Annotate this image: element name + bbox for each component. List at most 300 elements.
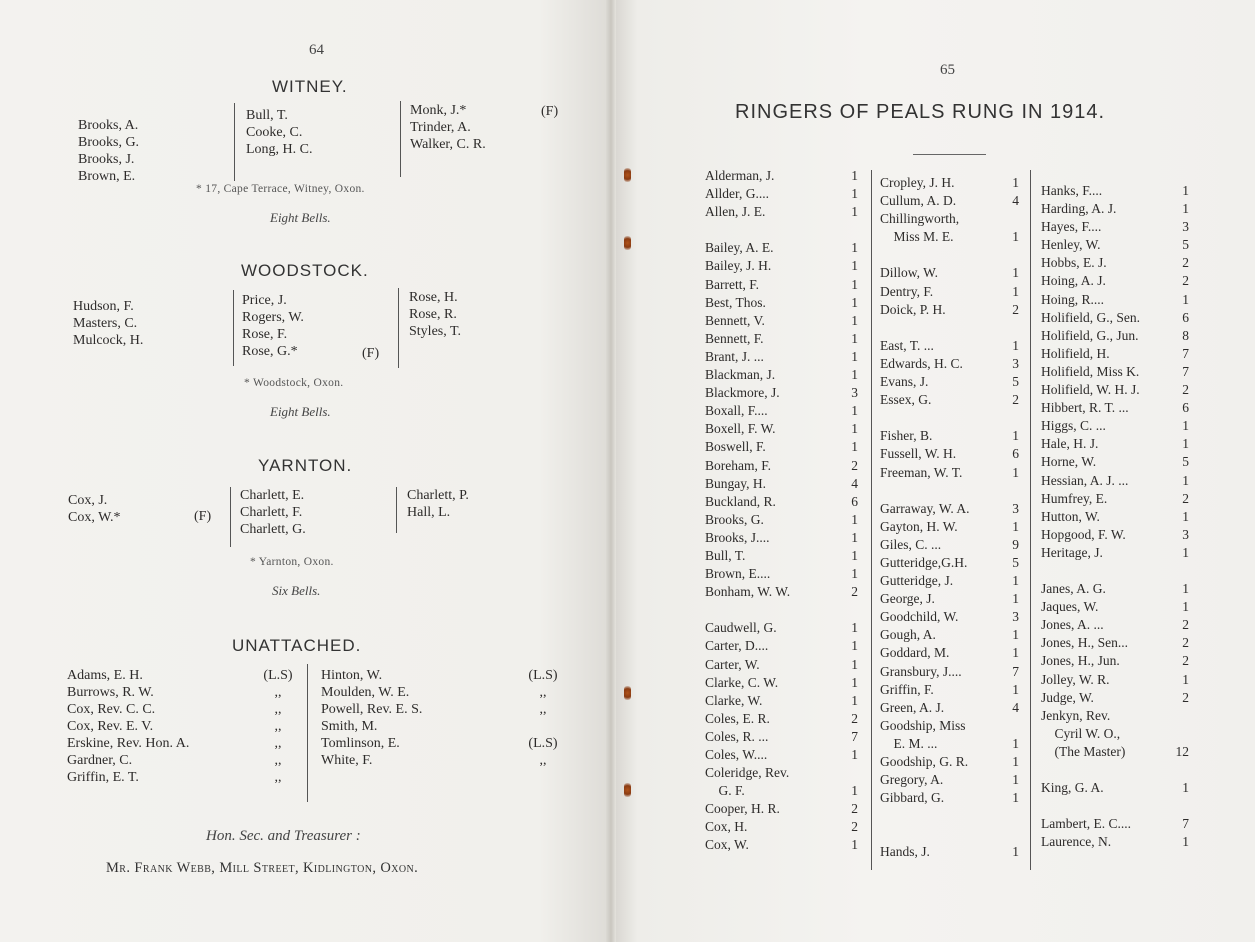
peal-count: 1 [1012, 518, 1019, 534]
yarnton-col1 [68, 492, 121, 526]
ringer-entry [1041, 761, 1189, 779]
peal-count: 1 [1012, 790, 1019, 806]
ringer-entry [1041, 797, 1189, 815]
peal-count: 1 [1012, 573, 1019, 589]
ringer-name: Cox, Rev. C. C. [67, 702, 156, 717]
ringer-name: Garraway, W. A. [880, 500, 970, 516]
ringer-name: Hudson, F. [73, 299, 134, 314]
ringer-name: Powell, Rev. E. S. [321, 702, 423, 717]
ringer-entry [880, 192, 1019, 210]
ringer-entry [1041, 725, 1189, 743]
ringer-entry [880, 807, 1019, 825]
ringer-entry [1041, 743, 1189, 761]
peal-count: 6 [1012, 446, 1019, 462]
peal-count: 1 [1182, 671, 1189, 687]
ringer-name: Hoing, R.... [1041, 291, 1105, 307]
ringer-name: Goddard, M. [880, 645, 950, 661]
ringer-name: E. M. ... [880, 735, 938, 751]
ringer-name: Janes, A. G. [1041, 581, 1106, 597]
ringer-name: Hutton, W. [1041, 508, 1100, 524]
ringer-name: Freeman, W. T. [880, 464, 963, 480]
ringer-name: Jolley, W. R. [1041, 671, 1110, 687]
woodstock-note: * Woodstock, Oxon. [244, 377, 344, 389]
peal-count: 1 [1012, 681, 1019, 697]
ringer-name: Holifield, W. H. J. [1041, 382, 1140, 398]
peal-count: 1 [851, 330, 858, 346]
peal-count: 1 [1012, 175, 1019, 190]
ringer-name: Buckland, R. [705, 493, 776, 509]
staple-rust-mark [624, 236, 631, 250]
peal-count: 1 [1182, 472, 1189, 488]
peal-count: 7 [1182, 345, 1189, 361]
peal-count: 7 [1182, 816, 1189, 832]
peal-count: 7 [851, 728, 858, 744]
ringer-entry [880, 536, 1019, 554]
ringer-tag: ,, [274, 736, 282, 751]
peal-count: 5 [1182, 237, 1189, 253]
ringer-name: Heritage, J. [1041, 544, 1103, 560]
ringer-entry [880, 264, 1019, 282]
ringer-entry [705, 818, 858, 836]
ringer-name: Brooks, G. [705, 511, 764, 527]
unattached-left-names [67, 666, 189, 785]
ringer-entry [1041, 417, 1189, 435]
ringer-name: Brooks, J. [78, 152, 135, 167]
peal-count: 7 [1182, 363, 1189, 379]
ringer-entry [1041, 526, 1189, 544]
ringer-entry [880, 735, 1019, 753]
ringer-entry [705, 257, 858, 275]
witney-col1 [78, 117, 139, 185]
ringer-entry [1041, 707, 1189, 725]
ringer-name: Gayton, H. W. [880, 518, 958, 534]
ringer-name: Carter, D.... [705, 638, 769, 654]
ringer-name: Brooks, J.... [705, 529, 770, 545]
ringer-name: Bonham, W. W. [705, 584, 791, 600]
ringer-name: Smith, M. [321, 719, 378, 734]
ringer-name: Brown, E. [78, 169, 136, 184]
ringer-entry [1041, 562, 1189, 580]
ringer-name: King, G. A. [1041, 780, 1104, 796]
ringer-entry [880, 301, 1019, 319]
peal-count: 3 [1012, 500, 1019, 516]
ringer-name: Bull, T. [705, 547, 746, 563]
peal-count: 3 [851, 385, 858, 401]
peal-count: 1 [851, 638, 858, 654]
witney-col2 [246, 107, 313, 158]
ringer-name: Charlett, P. [407, 488, 469, 503]
ringer-entry [705, 565, 858, 583]
ringer-name: Erskine, Rev. Hon. A. [67, 736, 190, 751]
witney-flag: (F) [541, 104, 559, 119]
ringer-name: Higgs, C. ... [1041, 418, 1106, 434]
ringer-entry [705, 239, 858, 257]
column-divider [230, 487, 231, 547]
peal-count: 1 [1182, 780, 1189, 796]
page-number-right: 65 [940, 62, 955, 78]
ringer-entry [1041, 490, 1189, 508]
ringer-entry [705, 348, 858, 366]
ringer-name: Tomlinson, E. [321, 736, 400, 751]
peal-count: 2 [1182, 273, 1189, 289]
ringer-entry [705, 203, 858, 221]
ringer-entry [880, 663, 1019, 681]
peal-count: 2 [851, 710, 858, 726]
ringer-name: Gutteridge,G.H. [880, 554, 968, 570]
peal-count: 5 [1012, 554, 1019, 570]
peal-count: 2 [1182, 653, 1189, 669]
ringer-entry [1041, 236, 1189, 254]
ringer-entry [705, 692, 858, 710]
peal-count: 2 [1182, 635, 1189, 651]
ringer-tag: (L.S) [528, 668, 558, 683]
ringer-name: Jaques, W. [1041, 599, 1099, 615]
ringer-entry [880, 464, 1019, 482]
ringer-name: Gregory, A. [880, 772, 944, 788]
column-divider [871, 170, 872, 870]
ringer-name: Fussell, W. H. [880, 446, 957, 462]
ringer-name: Hibbert, R. T. ... [1041, 400, 1129, 416]
ringer-entry [880, 626, 1019, 644]
peal-count: 7 [1012, 663, 1019, 679]
ringer-name: Bull, T. [246, 108, 288, 123]
ringer-name: Holifield, G., Sen. [1041, 309, 1140, 325]
ringer-name: Lambert, E. C.... [1041, 816, 1131, 832]
ringer-name: Boxell, F. W. [705, 421, 776, 437]
ringer-name: Blackmore, J. [705, 385, 780, 401]
ringer-name: Rose, G.* [242, 344, 298, 359]
footer-label: Hon. Sec. and Treasurer : [206, 828, 361, 844]
ringer-name: Dentry, F. [880, 283, 934, 299]
peal-count: 2 [1182, 382, 1189, 398]
section-title-witney: WITNEY. [272, 77, 348, 96]
ringer-entry [880, 500, 1019, 518]
peal-count: 2 [851, 457, 858, 473]
ringer-entry [705, 511, 858, 529]
ringer-name: Evans, J. [880, 374, 929, 390]
ringer-entry [705, 312, 858, 330]
ringer-name: Jenkyn, Rev. [1041, 707, 1111, 723]
witney-col3 [410, 102, 486, 153]
ringer-name: Bailey, J. H. [705, 258, 772, 274]
ringer-entry [1041, 200, 1189, 218]
peal-count: 1 [1182, 201, 1189, 217]
ringer-entry [1041, 435, 1189, 453]
ringer-name: Miss M. E. [880, 229, 954, 245]
ringer-entry [705, 710, 858, 728]
ringer-name: Cox, W. [705, 837, 749, 853]
ringer-name: Judge, W. [1041, 689, 1094, 705]
ringer-entry [880, 699, 1019, 717]
ringer-entry [1041, 472, 1189, 490]
ringer-entry [705, 457, 858, 475]
peal-count: 1 [1182, 436, 1189, 452]
ringer-entry [1041, 182, 1189, 200]
ringer-entry [1041, 254, 1189, 272]
ringer-name: Holifield, Miss K. [1041, 363, 1140, 379]
ringer-entry [880, 753, 1019, 771]
ringer-name: Harding, A. J. [1041, 201, 1117, 217]
ringer-entry [705, 637, 858, 655]
ringer-entry [705, 529, 858, 547]
ringer-name: Gutteridge, J. [880, 573, 954, 589]
ringer-name: Cox, Rev. E. V. [67, 719, 154, 734]
peal-count: 1 [1012, 337, 1019, 353]
yarnton-bells: Six Bells. [272, 583, 321, 598]
ringer-entry [705, 493, 858, 511]
peal-count: 2 [851, 584, 858, 600]
ringer-entry [1041, 363, 1189, 381]
ringer-name: Charlett, G. [240, 522, 306, 537]
page-number-left: 64 [309, 42, 324, 58]
ringer-entry [1041, 453, 1189, 471]
peal-count: 2 [1012, 301, 1019, 317]
page-title: RINGERS OF PEALS RUNG IN 1914. [735, 101, 1106, 123]
peal-count: 1 [1012, 591, 1019, 607]
ringer-tag: ,, [274, 770, 282, 785]
ringer-entry [705, 185, 858, 203]
peal-count: 1 [1182, 183, 1189, 198]
ringer-entry [705, 656, 858, 674]
ringer-name: Gibbard, G. [880, 790, 945, 806]
column-divider [398, 288, 399, 368]
column-divider [396, 487, 397, 533]
peal-count: 2 [851, 819, 858, 835]
section-title-yarnton: YARNTON. [258, 456, 353, 475]
ringer-name: Clarke, C. W. [705, 674, 779, 690]
peal-count: 1 [851, 312, 858, 328]
ringer-entry [705, 619, 858, 637]
ringer-name: Boswell, F. [705, 439, 766, 455]
peal-count: 1 [1012, 229, 1019, 245]
column-divider [400, 101, 401, 177]
ringer-name: Cropley, J. H. [880, 175, 955, 190]
ringer-name: Coleridge, Rev. [705, 765, 790, 781]
ringer-name: Goodchild, W. [880, 609, 959, 625]
peal-count: 1 [851, 186, 858, 202]
ringer-name: Hayes, F.... [1041, 219, 1102, 235]
peal-count: 1 [851, 276, 858, 292]
ringer-entry [1041, 652, 1189, 670]
ringer-entry [880, 246, 1019, 264]
peal-count: 6 [1182, 400, 1189, 416]
ringer-entry [880, 283, 1019, 301]
peal-count: 1 [851, 258, 858, 274]
ringer-entry [705, 782, 858, 800]
peal-count: 1 [851, 421, 858, 437]
ringer-name: Bailey, A. E. [705, 240, 774, 256]
peal-count: 1 [1182, 508, 1189, 524]
peal-count: 1 [851, 566, 858, 582]
ringer-name: Griffin, E. T. [67, 770, 139, 785]
ringer-entry [705, 384, 858, 402]
peal-count: 1 [1012, 428, 1019, 444]
peal-count: 1 [851, 692, 858, 708]
ringer-name: Brooks, A. [78, 118, 139, 133]
ringer-name: Rose, R. [409, 307, 457, 322]
ringer-name: Coles, E. R. [705, 710, 770, 726]
ringer-entry [880, 409, 1019, 427]
ringer-entry [880, 373, 1019, 391]
ringer-name: Boreham, F. [705, 457, 772, 473]
ringer-name: Gardner, C. [67, 753, 133, 768]
unattached-left-tags [258, 666, 298, 785]
peal-count: 1 [851, 511, 858, 527]
ringer-name: Allen, J. E. [705, 204, 766, 220]
peal-count: 6 [851, 493, 858, 509]
ringer-entry [880, 590, 1019, 608]
ringer-entry [1041, 508, 1189, 526]
peal-count: 1 [1012, 772, 1019, 788]
ringer-name: Humfrey, E. [1041, 490, 1108, 506]
ringers-col1 [705, 167, 858, 855]
woodstock-col1 [73, 298, 143, 349]
peal-count: 1 [851, 547, 858, 563]
ringer-entry [705, 836, 858, 854]
ringer-name: Bennett, F. [705, 330, 764, 346]
peal-count: 1 [851, 403, 858, 419]
witney-bells: Eight Bells. [270, 210, 331, 225]
peal-count: 1 [851, 439, 858, 455]
ringer-name: Carter, W. [705, 656, 760, 672]
ringer-name: Dillow, W. [880, 265, 939, 281]
peal-count: 1 [1012, 283, 1019, 299]
yarnton-note: * Yarnton, Oxon. [250, 556, 334, 568]
ringer-name: Cyril W. O., [1041, 725, 1121, 741]
ringer-name: George, J. [880, 591, 935, 607]
ringer-name: Moulden, W. E. [321, 685, 410, 700]
ringer-entry [880, 228, 1019, 246]
ringer-name: Masters, C. [73, 316, 138, 331]
ringer-entry [880, 771, 1019, 789]
peal-count: 4 [851, 475, 858, 491]
ringer-name: East, T. ... [880, 337, 934, 353]
ringer-name: Goodship, G. R. [880, 754, 969, 769]
ringer-entry [880, 554, 1019, 572]
yarnton-flag: (F) [194, 509, 212, 524]
ringer-name: G. F. [705, 783, 745, 799]
staple-rust-mark [624, 686, 631, 700]
peal-count: 1 [1012, 844, 1019, 860]
woodstock-flag: (F) [362, 346, 380, 361]
ringer-entry [880, 319, 1019, 337]
ringer-name: Clarke, W. [705, 692, 763, 708]
ringer-name: Goodship, Miss [880, 717, 966, 733]
ringer-name: Jones, A. ... [1041, 617, 1104, 633]
book-gutter [606, 0, 616, 942]
ringer-entry [1041, 689, 1189, 707]
ringer-name: Alderman, J. [705, 168, 775, 183]
peal-count: 4 [1012, 193, 1019, 209]
ringer-entry [880, 210, 1019, 228]
ringer-name: Hale, H. J. [1041, 436, 1099, 452]
ringer-name: Cox, H. [705, 819, 748, 835]
ringer-name: Hessian, A. J. ... [1041, 472, 1129, 488]
ringer-tag [521, 717, 565, 734]
peal-count: 4 [1012, 699, 1019, 715]
peal-count: 1 [851, 348, 858, 364]
ringer-entry [880, 174, 1019, 192]
column-divider [307, 664, 308, 802]
ringer-name: Styles, T. [409, 324, 461, 339]
ringer-name: Griffin, F. [880, 681, 934, 697]
ringer-name: Giles, C. ... [880, 536, 942, 552]
ringer-name: Bungay, H. [705, 475, 766, 491]
ringer-entry [1041, 544, 1189, 562]
ringer-tag: ,, [539, 702, 547, 717]
yarnton-col3 [407, 487, 469, 521]
peal-count: 1 [851, 747, 858, 762]
ringer-entry [705, 438, 858, 456]
ringer-entry [705, 294, 858, 312]
ringer-entry [1041, 634, 1189, 652]
peal-count: 9 [1012, 536, 1019, 552]
peal-count: 2 [851, 801, 858, 817]
peal-count: 1 [1182, 544, 1189, 560]
ringer-name: Henley, W. [1041, 237, 1101, 253]
ringer-name: Caudwell, G. [705, 620, 777, 636]
ringer-entry [1041, 272, 1189, 290]
ringer-name: Brant, J. ... [705, 348, 764, 364]
column-divider [1030, 170, 1031, 870]
peal-count: 2 [1182, 617, 1189, 633]
ringer-entry [1041, 399, 1189, 417]
ringer-entry [1041, 598, 1189, 616]
ringer-name: Rose, H. [409, 290, 458, 305]
yarnton-col2 [240, 487, 306, 538]
ringer-entry [1041, 291, 1189, 309]
ringer-entry [880, 644, 1019, 662]
peal-count: 1 [851, 529, 858, 545]
ringer-name: Cooper, H. R. [705, 801, 780, 817]
ringer-entry [1041, 815, 1189, 833]
unattached-right-names [321, 666, 422, 768]
ringer-name: Holifield, H. [1041, 345, 1110, 361]
ringer-name: Adams, E. H. [67, 668, 143, 683]
peal-count: 1 [851, 620, 858, 636]
peal-count: 2 [1012, 392, 1019, 408]
ringer-name: Gransbury, J.... [880, 663, 962, 679]
witney-note: * 17, Cape Terrace, Witney, Oxon. [196, 183, 365, 195]
ringer-name: Brown, E.... [705, 566, 771, 582]
ringer-entry [1041, 381, 1189, 399]
staple-rust-mark [624, 168, 631, 182]
ringer-name: Green, A. J. [880, 699, 945, 715]
ringer-entry [880, 445, 1019, 463]
ringer-entry [705, 583, 858, 601]
peal-count: 3 [1182, 526, 1189, 542]
ringer-entry [1041, 616, 1189, 634]
peal-count: 1 [851, 294, 858, 310]
column-divider [233, 290, 234, 366]
peal-count: 1 [851, 204, 858, 220]
peal-count: 3 [1182, 219, 1189, 235]
peal-count: 1 [851, 674, 858, 690]
ringer-entry [1041, 779, 1189, 797]
ringers-col2 [880, 174, 1019, 862]
ringer-entry [705, 366, 858, 384]
peal-count: 12 [1175, 743, 1189, 759]
peal-count: 1 [851, 783, 858, 799]
ringer-entry [705, 764, 858, 782]
ringer-entry [880, 355, 1019, 373]
ringer-name: Price, J. [242, 293, 287, 308]
ringer-name: Rose, F. [242, 327, 288, 342]
peal-count: 5 [1012, 374, 1019, 390]
peal-count: 1 [1012, 735, 1019, 751]
ringer-entry [705, 728, 858, 746]
column-divider [234, 103, 235, 181]
